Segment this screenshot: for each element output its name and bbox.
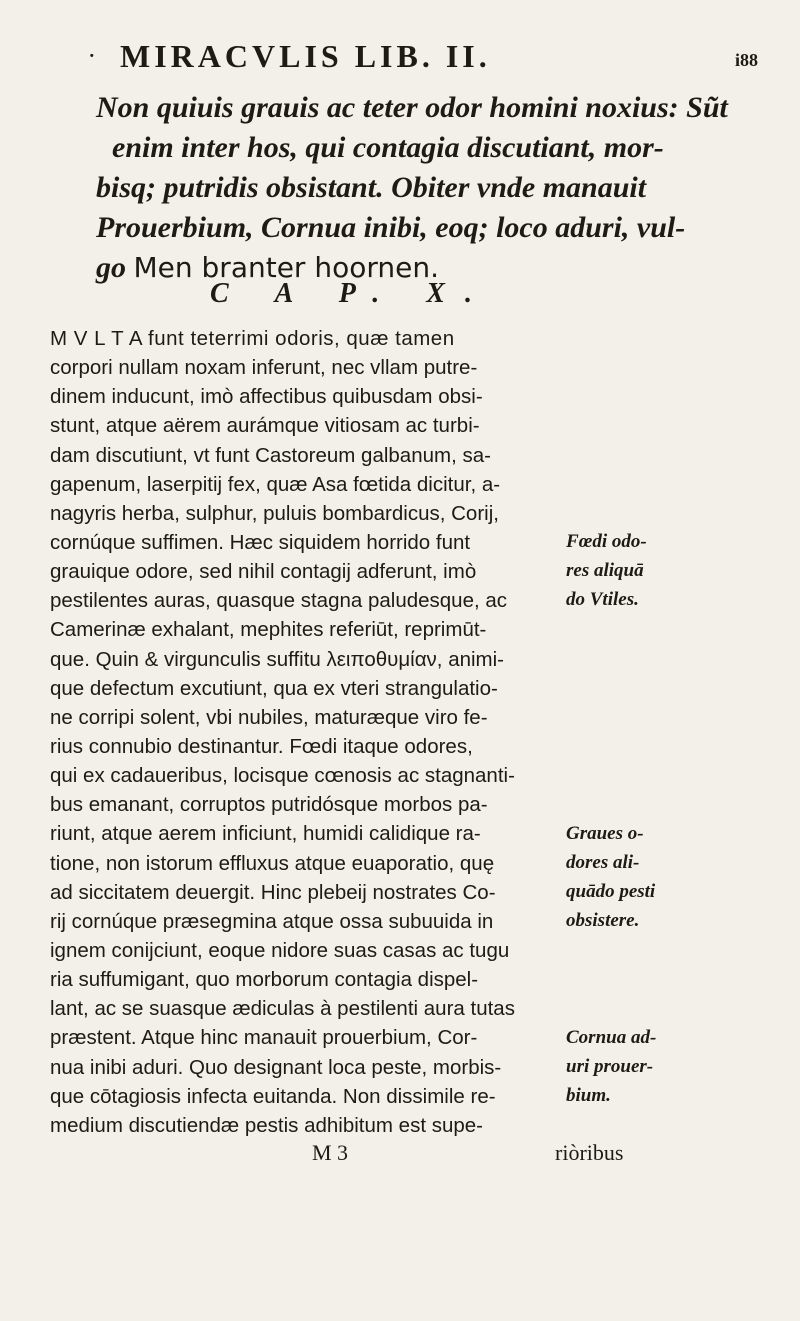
body-line: præstent. Atque hinc manauit prouerbium, Cor- <box>50 1026 478 1050</box>
page-number: i88 <box>735 50 759 70</box>
body-line: cornúque suffimen. Hæc siquidem horrido funt <box>50 530 471 554</box>
body-line: rij cornúque præsegmina atque ossa subuuida in <box>50 909 494 933</box>
margin-note: bium. <box>566 1084 611 1106</box>
margin-note: Cornua ad- <box>566 1026 657 1048</box>
margin-note: Graues o- <box>566 822 644 844</box>
body-line: dam discutiunt, vt funt Castoreum galbanum, sa- <box>50 443 491 467</box>
margin-note: do Vtiles. <box>566 589 639 611</box>
header-ornament: · <box>88 42 96 70</box>
summary-lead: go <box>96 251 134 284</box>
body-line: qui ex cadaueribus, locisque cœnosis ac stagnanti- <box>50 764 515 788</box>
body-line: M V L T A funt teterrimi odoris, quæ tamen <box>50 327 455 350</box>
summary-line: Non quiuis grauis ac teter odor homini noxius: Sũt <box>96 91 728 124</box>
body-line: stunt, atque aërem aurámque vitiosam ac turbi- <box>50 414 480 438</box>
margin-note: Fœdi odo- <box>566 531 647 553</box>
margin-note: dores ali- <box>566 851 640 873</box>
body-line: grauique odore, sed nihil contagij adferunt, imò <box>50 560 477 584</box>
body-line: pestilentes auras, quasque stagna paludesque, ac <box>50 589 508 613</box>
running-head <box>80 36 780 76</box>
margin-note: res aliquā <box>566 560 644 582</box>
body-line: ne corripi solent, vbi nubiles, maturæque viro fe- <box>50 705 488 729</box>
body-line: medium discutiendæ pestis adhibitum est supe- <box>50 1113 483 1137</box>
body-line: dinem inducunt, imò affectibus quibusdam obsi- <box>50 385 483 409</box>
margin-note: obsistere. <box>566 910 640 931</box>
body-line: riunt, atque aerem inficiunt, humidi calidique ra- <box>50 822 481 846</box>
running-title: MIRACVLIS LIB. II. <box>120 38 491 74</box>
summary-line: Prouerbium, Cornua inibi, eoq; loco aduri, vul- <box>96 211 686 244</box>
body-line: ria suffumigant, quo morborum contagia dispel- <box>50 968 479 992</box>
body-line: ignem conijciunt, eoque nidore suas casas ac tugu <box>50 938 510 962</box>
body-line: corpori nullam noxam inferunt, nec vllam putre- <box>50 356 478 380</box>
body-line: Camerinæ exhalant, mephites referiūt, reprimūt- <box>50 618 487 642</box>
body-line: rius connubio destinantur. Fœdi itaque odores, <box>50 734 473 758</box>
body-line: gapenum, laserpitij fex, quæ Asa fœtida dicitur, a- <box>50 472 501 496</box>
chapter-heading: C A P. X. <box>210 278 492 309</box>
body-line: que. Quin & virgunculis suffitu λειποθυμίαν, animi- <box>50 647 505 671</box>
summary-line: enim inter hos, qui contagia discutiant, mor- <box>112 131 664 164</box>
dutch-proverb: Men branter hoornen. <box>133 251 439 284</box>
body-line: tione, non istorum effluxus atque euaporatio, quę <box>50 851 495 875</box>
body-text <box>50 324 570 1140</box>
signature-mark: M 3 <box>312 1140 349 1165</box>
body-line: bus emanant, corruptos putridósque morbos pa- <box>50 793 488 817</box>
margin-note: quādo pesti <box>566 880 656 902</box>
margin-note: uri prouer- <box>566 1055 654 1077</box>
body-line: ad siccitatem deuergit. Hinc plebeij nostrates Co- <box>50 880 496 904</box>
catchword: riòribus <box>555 1140 624 1165</box>
summary-line: bisq; putridis obsistant. Obiter vnde manauit <box>96 171 647 204</box>
chapter-summary <box>96 88 726 288</box>
body-line: que cōtagiosis infecta euitanda. Non dissimile re- <box>50 1084 496 1108</box>
body-line: lant, ac se suasque ædiculas à pestilenti aura tutas <box>50 997 515 1021</box>
body-line: que defectum excutiunt, qua ex vteri strangulatio- <box>50 676 498 700</box>
body-line: nagyris herba, sulphur, puluis bombardicus, Corij, <box>50 501 499 525</box>
body-line: nua inibi aduri. Quo designant loca peste, morbis- <box>50 1055 502 1079</box>
